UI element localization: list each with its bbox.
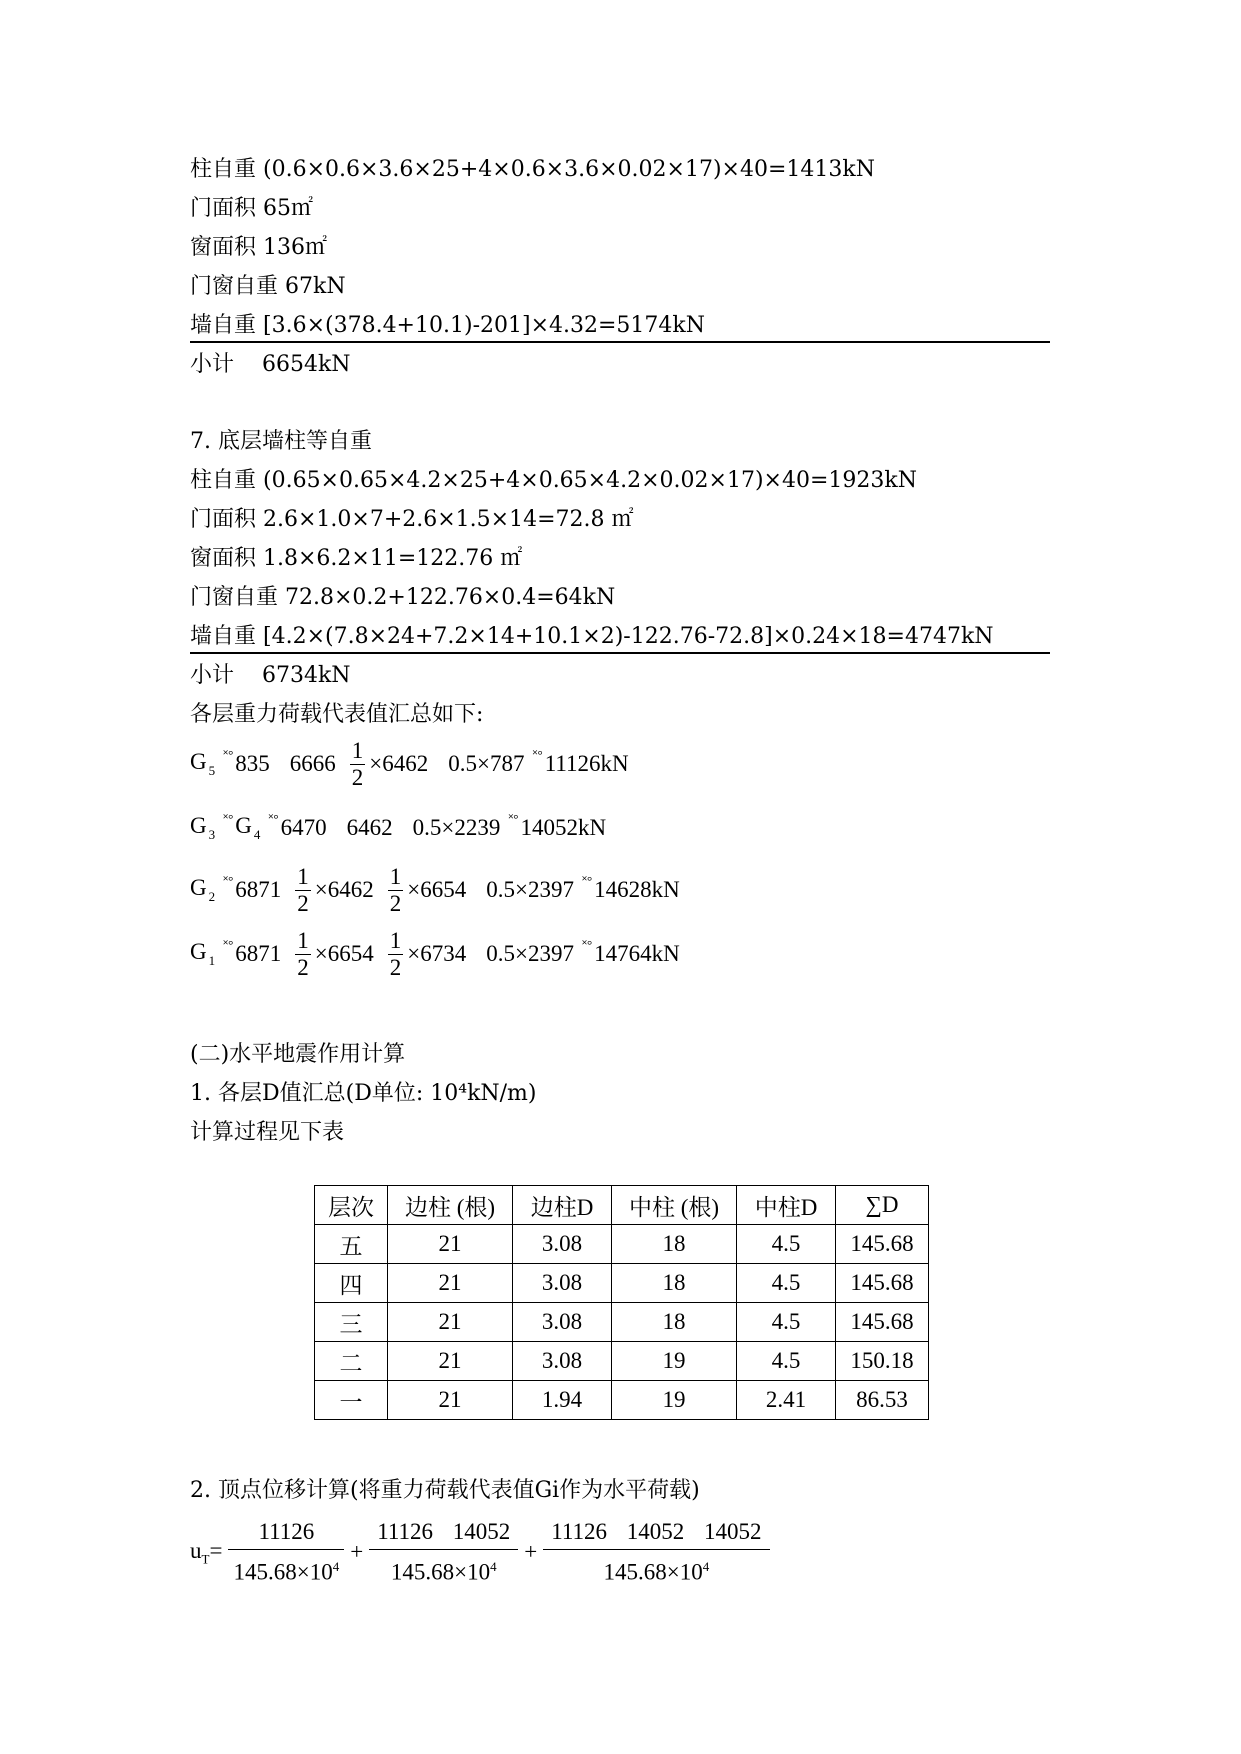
table-cell: 3.08 [513,1303,612,1342]
table-cell: 18 [612,1225,737,1264]
d-value-table [314,1185,929,1420]
ground-door-area-line: 门面积 2.6×1.0×7+2.6×1.5×14=72.8 ㎡ [190,507,634,532]
table-cell: 21 [388,1342,513,1381]
fraction: $\frac{1}{2}$ [297,863,309,916]
table-cell: 二 [315,1342,388,1381]
wall-weight-line: 墙自重 [3.6×(378.4+10.1)-201]×4.32=5174kN [190,311,1050,343]
table-cell: 86.53 [836,1381,929,1420]
eq-term: 6871 [235,941,282,966]
table-cell: 19 [612,1342,737,1381]
eq-term: 0.5×787 [448,751,525,776]
table-cell: 145.68 [836,1264,929,1303]
header-cell: ∑D [836,1186,929,1225]
eq-term: ×6462 [314,877,374,902]
fraction: $\frac{1}{2}$ [351,737,364,790]
equals-mark: ˟° [223,873,234,888]
ut-symbol: $u_T=$ [190,1537,223,1567]
eq-term: ×6734 [407,941,467,966]
fraction: $\frac{11126 14052 14052}{145.68\times 10^4}$ [543,1515,769,1590]
table-cell: 1.94 [513,1381,612,1420]
eq-term: 0.5×2397 [486,877,574,902]
eq-symbol: G $_3$ [190,813,216,842]
table-cell: 18 [612,1303,737,1342]
table-header-row [315,1186,929,1225]
table-cell: 3.08 [513,1264,612,1303]
table-cell: 3.08 [513,1342,612,1381]
door-area-line: 门面积 65㎡ [190,196,313,221]
equals-mark: ˟° [268,811,279,826]
equation-g2 [190,862,680,918]
equals-mark: ˟° [532,747,543,762]
equals-mark: ˟° [582,873,593,888]
table-cell: 18 [612,1264,737,1303]
table-row [315,1342,929,1381]
eq-term: ×6462 [369,751,429,776]
eq-symbol: G $_1$ [190,939,216,968]
table-cell: 4.5 [737,1264,836,1303]
table-cell: 21 [388,1264,513,1303]
fraction: $\frac{1}{2}$ [389,863,402,916]
summary-intro-line: 各层重力荷载代表值汇总如下: [190,702,484,727]
table-cell: 145.68 [836,1303,929,1342]
fraction: $\frac{11126}{145.68\times 10^4}$ [228,1515,344,1590]
calc-process-note: 计算过程见下表 [190,1120,345,1145]
table-cell: 4.5 [737,1342,836,1381]
table-row [315,1225,929,1264]
ground-subtotal-line: 小计 6734kN [190,663,351,688]
section-2-title: (二)水平地震作用计算 [190,1042,406,1067]
d-value-summary-title: 1. 各层D值汇总(D单位: 10⁴kN/m) [190,1081,537,1106]
eq-term: 835 [235,751,270,776]
eq-term: 6462 [346,815,393,840]
eq-term: 0.5×2397 [486,941,574,966]
equals-mark: ˟° [223,747,234,762]
table-cell: 3.08 [513,1225,612,1264]
equals-mark: ˟° [508,811,519,826]
table-cell: 一 [315,1381,388,1420]
table-cell: 21 [388,1303,513,1342]
eq-term: ×6654 [407,877,467,902]
eq-symbol: G $_2$ [190,875,216,904]
eq-result: 14764kN [594,941,680,966]
header-cell: 层次 [315,1186,388,1225]
eq-term: ×6654 [314,941,374,966]
equals-mark: ˟° [223,811,234,826]
column-weight-line: 柱自重 (0.6×0.6×3.6×25+4×0.6×3.6×0.02×17)×40=1413kN [190,157,875,182]
fraction: $\frac{1}{2}$ [389,927,402,980]
door-window-weight-line: 门窗自重 67kN [190,274,346,299]
eq-term: 6871 [235,877,282,902]
header-cell: 中柱D [737,1186,836,1225]
fraction: $\frac{1}{2}$ [297,927,309,980]
table-cell: 四 [315,1264,388,1303]
table-cell: 21 [388,1381,513,1420]
header-cell: 中柱 (根) [612,1186,737,1225]
fraction: $\frac{11126 14052}{145.68\times 10^4}$ [369,1515,518,1590]
equation-g1 [190,926,680,982]
table-row [315,1303,929,1342]
table-cell: 4.5 [737,1225,836,1264]
table-cell: 21 [388,1225,513,1264]
table-cell: 150.18 [836,1342,929,1381]
eq-term: 6666 [289,751,336,776]
table-cell: 五 [315,1225,388,1264]
eq-term: 0.5×2239 [412,815,501,840]
ground-column-weight-line: 柱自重 (0.65×0.65×4.2×25+4×0.65×4.2×0.02×17)×40=1923kN [190,468,917,493]
header-cell: 边柱D [513,1186,612,1225]
eq-symbol: G $_5$ [190,749,216,778]
table-row [315,1381,929,1420]
eq-result: 11126kN [544,751,629,776]
eq-symbol: G $_4$ [235,813,261,842]
equals-mark: ˟° [582,937,593,952]
ground-wall-weight-line: 墙自重 [4.2×(7.8×24+7.2×14+10.1×2)-122.76-72.8]×0.24×18=4747kN [190,622,1050,654]
ground-door-window-weight-line: 门窗自重 72.8×0.2+122.76×0.4=64kN [190,585,616,610]
table-cell: 三 [315,1303,388,1342]
ground-window-area-line: 窗面积 1.8×6.2×11=122.76 ㎡ [190,546,523,571]
top-displacement-equation: $u_T=$ $\frac{11126}{145.68\times 10^4}$ + $\frac{11126 14052}{145.68\times 10^4}$ + $\frac{11126 14052 14052}{145.68\times 10^4}$ [190,1515,776,1590]
equation-g5 [190,736,629,792]
table-cell: 145.68 [836,1225,929,1264]
header-cell: 边柱 (根) [388,1186,513,1225]
section-7-title: 7. 底层墙柱等自重 [190,429,372,454]
eq-result: 14628kN [594,877,680,902]
eq-term: 6470 [280,815,327,840]
displacement-title: 2. 顶点位移计算(将重力荷载代表值Gi作为水平荷载) [190,1478,700,1503]
window-area-line: 窗面积 136㎡ [190,235,327,260]
subtotal-line: 小计 6654kN [190,352,351,377]
table-cell: 19 [612,1381,737,1420]
eq-result: 14052kN [520,815,607,840]
equals-mark: ˟° [223,937,234,952]
table-row [315,1264,929,1303]
equation-g3-g4 [190,800,606,856]
table-cell: 2.41 [737,1381,836,1420]
table-cell: 4.5 [737,1303,836,1342]
